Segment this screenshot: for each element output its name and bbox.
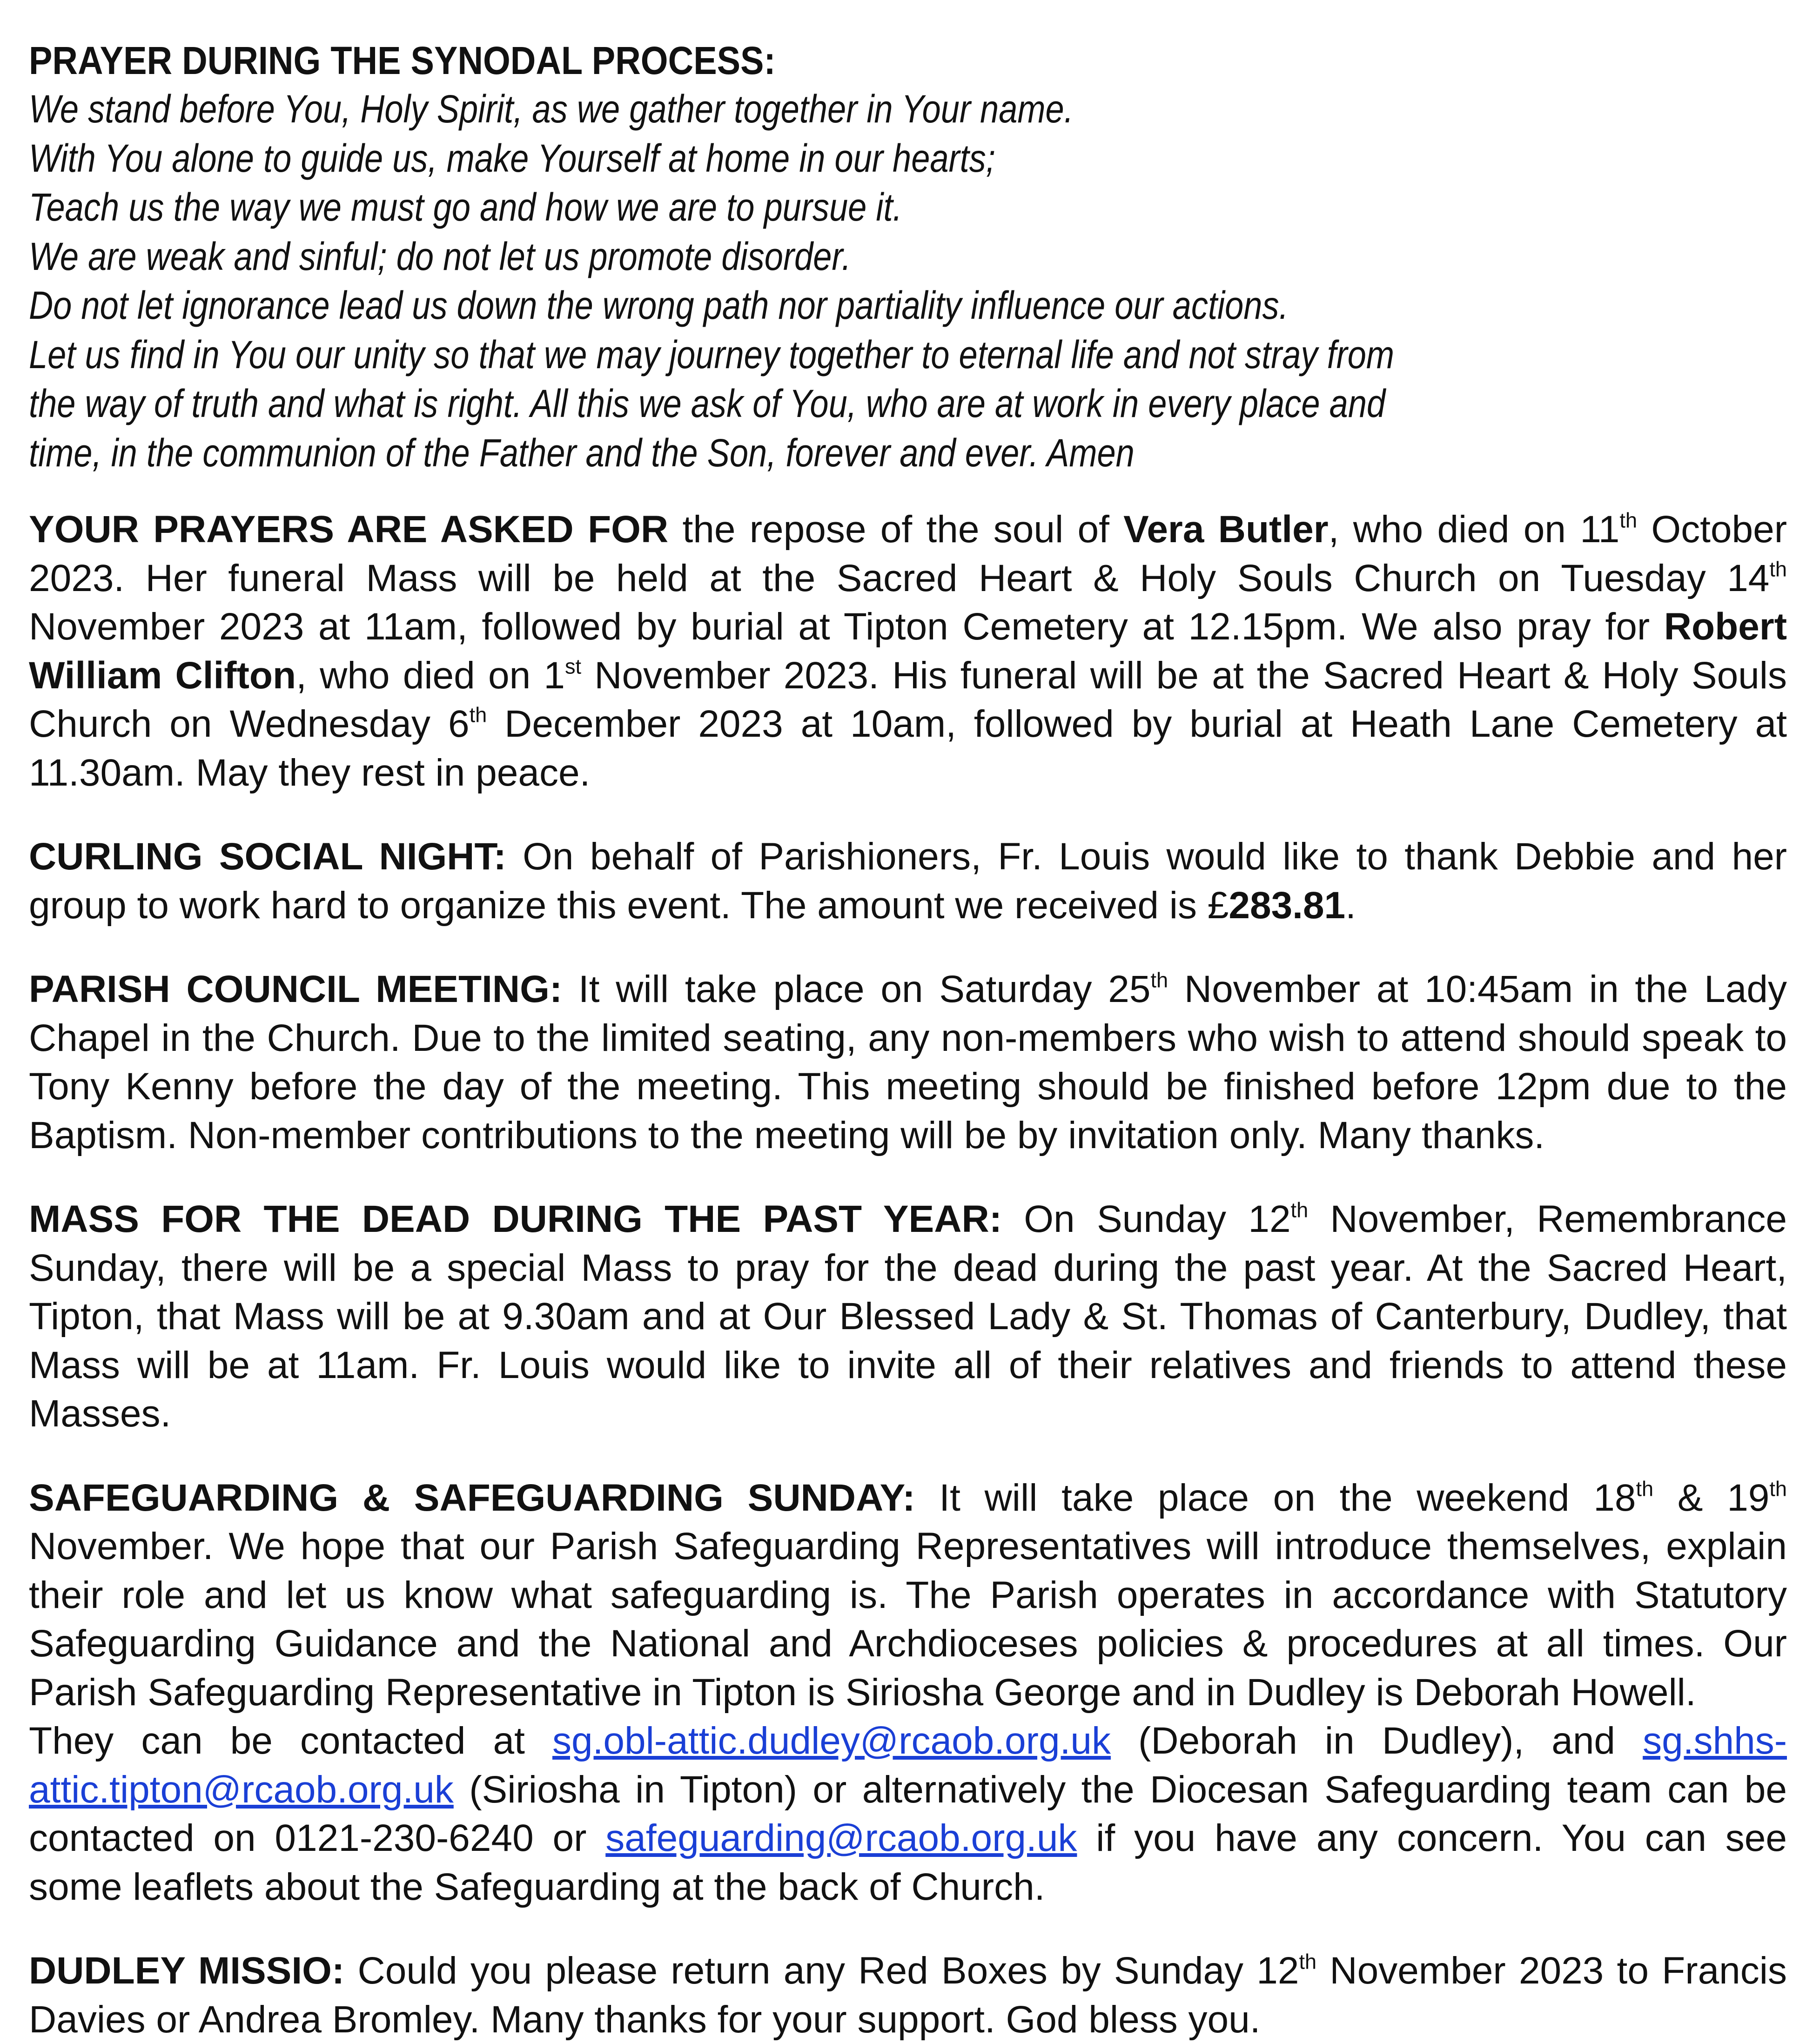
notice-text: (Siriosha in Tipton) or alternatively the Diocesan Safeguarding team can be contacted on 0121-230-6240 or <box>29 1768 1787 1859</box>
notice-text: November 2023 at 11am, followed by burial at Tipton Cemetery at 12.15pm. We also pray for <box>29 605 1664 648</box>
notice-text: On Sunday 12 <box>1002 1198 1291 1240</box>
email-link-tipton[interactable]: sg.shhs-attic.tipton@rcaob.org.uk <box>29 1720 1787 1811</box>
notice-heading: YOUR PRAYERS ARE ASKED FOR <box>29 508 669 551</box>
notice-heading: CURLING SOCIAL NIGHT: <box>29 835 506 878</box>
email-link-diocesan[interactable]: safeguarding@rcaob.org.uk <box>605 1817 1077 1859</box>
notice-text: November 2023. His funeral will be at the Sacred Heart & Holy Souls Church on Wednesday 6 <box>29 654 1787 745</box>
ordinal-suffix: th <box>1769 557 1787 581</box>
notice-safeguarding <box>29 1474 1787 1912</box>
prayer-line: With You alone to guide us, make Yourself at home in our hearts; <box>29 136 995 180</box>
notice-text: (Deborah in Dudley), and <box>1110 1720 1643 1762</box>
ordinal-suffix: th <box>1769 1476 1787 1500</box>
amount-raised: 283.81 <box>1229 884 1346 927</box>
notice-text: December 2023 at 10am, followed by burial at Heath Lane Cemetery at 11.30am. May they rest in peace. <box>29 703 1787 794</box>
prayer-line: the way of truth and what is right. All this we ask of You, who are at work in every place and <box>29 382 1386 425</box>
notice-heading: PARISH COUNCIL MEETING: <box>29 968 563 1010</box>
prayer-line: Teach us the way we must go and how we are to pursue it. <box>29 185 902 229</box>
notice-text: November. We hope that our Parish Safeguarding Representatives will introduce themselves, explain their role and let us know what safeguarding is. The Parish operates in accordance with Statutory Safeguarding Guidance and the National and Archdioceses policies & procedures at all times. Our Parish Safeguarding Representative in Tipton is Siriosha George and in Dudley is Deborah Howell. <box>29 1525 1787 1714</box>
notice-text: It will take place on Saturday 25 <box>562 968 1151 1010</box>
prayer-line: Do not let ignorance lead us down the wrong path nor partiality influence our actions. <box>29 283 1289 327</box>
notice-text: , who died on 11 <box>1328 508 1620 551</box>
notice-text: They can be contacted at <box>29 1720 552 1762</box>
ordinal-suffix: th <box>1290 1198 1309 1222</box>
notice-parish-council <box>29 965 1787 1160</box>
ordinal-suffix: st <box>565 654 582 678</box>
prayer-line: Let us find in You our unity so that we may journey together to eternal life and not stray from <box>29 332 1395 377</box>
notice-missio <box>29 1947 1787 2044</box>
ordinal-suffix: th <box>1619 508 1638 532</box>
prayer-line: We are weak and sinful; do not let us promote disorder. <box>29 234 851 278</box>
notice-mass-dead <box>29 1195 1787 1439</box>
notice-text: It will take place on the weekend 18 <box>915 1476 1636 1519</box>
notice-heading: SAFEGUARDING & SAFEGUARDING SUNDAY: <box>29 1476 915 1519</box>
notice-heading: DUDLEY MISSIO: <box>29 1950 345 1992</box>
notice-text: November, Remembrance Sunday, there will be a special Mass to pray for the dead during the past year. At the Sacred Heart, Tipton, that Mass will be at 9.30am and at Our Blessed Lady & St. Thomas of Canterbury, Dudley, that Mass will be at 11am. Fr. Louis would like to invite all of their relatives and friends to attend these Masses. <box>29 1198 1787 1435</box>
notice-prayers-asked <box>29 505 1787 797</box>
notice-text: On behalf of Parishioners, Fr. Louis would like to thank Debbie and her group to work hard to organize this event. The amount we received is £ <box>29 835 1787 927</box>
prayer-title: PRAYER DURING THE SYNODAL PROCESS: <box>29 39 776 82</box>
notice-heading: MASS FOR THE DEAD DURING THE PAST YEAR: <box>29 1198 1002 1240</box>
ordinal-suffix: th <box>469 703 487 727</box>
notice-text: Could you please return any Red Boxes by Sunday 12 <box>344 1950 1299 1992</box>
prayer-line: We stand before You, Holy Spirit, as we gather together in Your name. <box>29 87 1074 131</box>
notice-text: & 19 <box>1653 1476 1770 1519</box>
notice-text: November at 10:45am in the Lady Chapel in the Church. Due to the limited seating, any non-members who wish to attend should speak to Tony Kenny before the day of the meeting. This meeting should be finished before 12pm due to the Baptism. Non-member contributions to the meeting will be by invitation only. Many thanks. <box>29 968 1787 1156</box>
notice-text: October 2023. Her funeral Mass will be held at the Sacred Heart & Holy Souls Church on Tuesday 14 <box>29 508 1787 599</box>
notice-text: the repose of the soul of <box>668 508 1124 551</box>
ordinal-suffix: th <box>1150 968 1168 992</box>
notice-text: November 2023 to Francis Davies or Andrea Bromley. Many thanks for your support. God bless you. <box>29 1950 1787 2041</box>
prayer-text <box>29 85 1787 477</box>
notice-text: , who died on 1 <box>296 654 565 697</box>
deceased-name: Robert William Clifton <box>29 605 1787 697</box>
ordinal-suffix: th <box>1636 1476 1654 1500</box>
prayer-line: time, in the communion of the Father and the Son, forever and ever. Amen <box>29 430 1135 475</box>
notice-text: . <box>1345 884 1356 927</box>
notice-text: if you have any concern. You can see some leaflets about the Safeguarding at the back of Church. <box>29 1817 1787 1908</box>
email-link-dudley[interactable]: sg.obl-attic.dudley@rcaob.org.uk <box>552 1720 1111 1762</box>
ordinal-suffix: th <box>1299 1950 1317 1974</box>
deceased-name: Vera Butler <box>1123 508 1329 551</box>
notice-curling <box>29 833 1787 930</box>
